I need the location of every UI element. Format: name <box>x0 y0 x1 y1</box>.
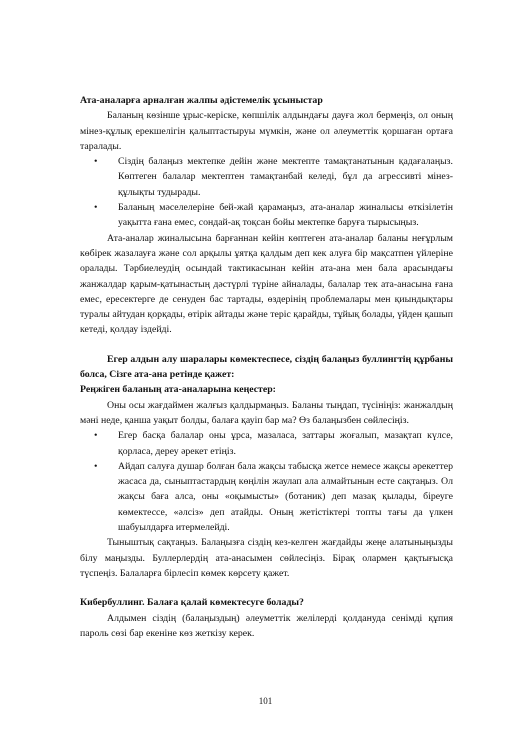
paragraph: Баланың көзінше ұрыс-керіске, көпшілік алдындағы дауға жол бермеңіз, ол оның мінез-құлық ерекшелігін қалыптастыруы мүмкін, және ол әлеуметтік қоршаған ортаға таралады. <box>80 110 453 152</box>
section-heading: Ата-аналарға арналған жалпы әдістемелік ұсыныстар <box>80 95 323 106</box>
paragraph: Ата-аналар жиналысына барғаннан кейін көптеген ата-аналар баланы неғұрлым көбірек жазалауға және сол арқылы ұятқа қалдым деп кек алуға бір мақсатпен үйлеріне оралады. Тәрбиелеудің осындай тактикасынан кейін ата-ана мен бала арасындағы жанжалдар қарым-қатынастың дәстүрлі түріне айналады, балалар тек ата-анасына ғана емес, ересектерге де сенуден бас тартады, өздерінің проблемалары мен қиындықтары туралы айтудан қорқады, өтірік айтады және теріс қарайды, тұйық болады, үйден қашып кетеді, қолдау іздейді. <box>80 232 453 336</box>
section-subheading: Реңжіген баланың ата-аналарына кеңестер: <box>80 384 276 396</box>
list-item: • Айдап салуға душар болған бала жақсы табысқа жетсе немесе жақсы әрекеттер жасаса да, сыныптастардың көңілін жаулап ала алмайтынын есте сақтаңыз. Ол жақсы баға алса, оны «оқымысты» (ботаник) деп мазақ қылады, біреуге көмектессе, «әлсіз» деп атайды. Оның жетістіктері топты тағы да үлкен шабуылдарға итермелейді. <box>118 459 453 535</box>
section-heading: Кибербуллинг. Балаға қалай көмектесуге болады? <box>80 597 304 609</box>
paragraph: Алдымен сіздің (балаңыздың) әлеуметтік желілерді қолдануда сенімді құпия пароль сөзі бар екеніне көз жеткізу керек. <box>80 612 453 639</box>
list-item: • Сіздің балаңыз мектепке дейін және мектепте тамақтанатынын қадағалаңыз. Көптеген балалар мектептен тамақтанбай келеді, бұл да агрессивті мінез-құлықты тудырады. <box>118 154 453 200</box>
page-content <box>80 93 453 641</box>
list-item: • Баланың мәселелеріне бей-жай қарамаңыз, ата-аналар жиналысы өткізілетін уақытта ғана емес, сондай-ақ тоқсан бойы мектепке баруға тырысыңыз. <box>118 200 453 231</box>
bullet-list <box>80 428 453 535</box>
page-number: 101 <box>258 696 273 706</box>
bullet-list <box>80 154 453 230</box>
list-item: • Егер басқа балалар оны ұрса, мазаласа, заттары жоғалып, мазақтап күлсе, қорласа, дереу әрекет етіңіз. <box>118 428 453 459</box>
section-heading: Егер алдын алу шаралары көмектеспесе, сіздің балаңыз буллингтің құрбаны болса, Сізге ата-ана ретінде қажет: <box>80 353 453 381</box>
paragraph: Тыныштық сақтаңыз. Балаңызға сіздің кез-келген жағдайды жеңе алатыныңызды білу маңызды. Буллерлердің ата-анасымен сөйлесіңіз. Бірақ олармен қақтығысқа түспеңіз. Балаларға бірлесіп көмек көрсету қажет. <box>80 537 453 579</box>
paragraph: Оны осы жағдаймен жалғыз қалдырмаңыз. Баланы тыңдап, түсініңіз: жанжалдың мәні неде, қанша уақыт болды, балаға қауіп бар ма? Өз балаңызбен сөйлесіңіз. <box>80 399 453 426</box>
